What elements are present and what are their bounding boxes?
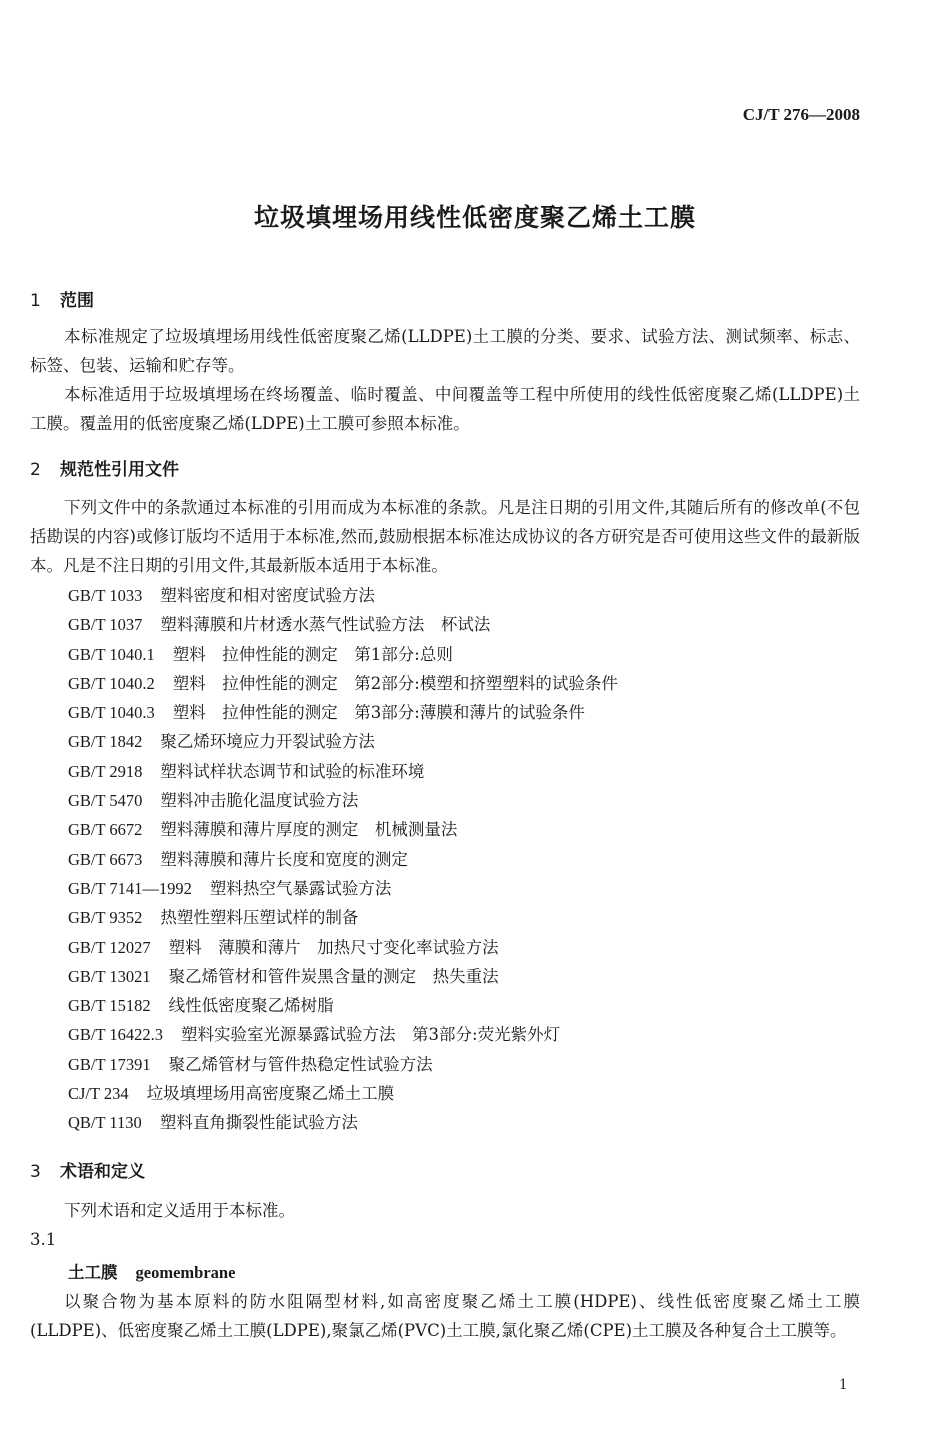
scope-paragraph-2: 本标准适用于垃圾填埋场在终场覆盖、临时覆盖、中间覆盖等工程中所使用的线性低密度聚乙烯(LLDPE)土工膜。覆盖用的低密度聚乙烯(LDPE)土工膜可参照本标准。 [30, 385, 860, 433]
reference-name: 塑料 拉伸性能的测定 第3部分:薄膜和薄片的试验条件 [172, 703, 585, 723]
page-number: 1 [839, 1376, 847, 1393]
reference-code: QB/T 1130 [68, 1113, 142, 1133]
reference-name: 塑料 拉伸性能的测定 第2部分:模塑和挤塑塑料的试验条件 [172, 673, 618, 693]
reference-item [68, 991, 618, 1020]
reference-code: GB/T 7141—1992 [68, 878, 192, 898]
reference-item [68, 727, 618, 756]
reference-code: GB/T 16422.3 [68, 1025, 164, 1045]
section-2-heading [30, 455, 179, 480]
reference-item [68, 669, 618, 698]
term-definition: 以聚合物为基本原料的防水阻隔型材料,如高密度聚乙烯土工膜(HDPE)、线性低密度聚乙烯土工膜(LLDPE)、低密度聚乙烯土工膜(LDPE),聚氯乙烯(PVC)土工膜,氯化聚乙烯(CPE)土工膜及各种复合土工膜等。 [30, 1292, 860, 1340]
reference-item [68, 815, 618, 844]
reference-item [68, 903, 618, 932]
reference-code: GB/T 1040.3 [68, 703, 155, 723]
reference-name: 塑料热空气暴露试验方法 [209, 878, 392, 898]
reference-name: 塑料 拉伸性能的测定 第1部分:总则 [172, 644, 453, 664]
reference-item [68, 1079, 618, 1108]
reference-code: GB/T 9352 [68, 908, 143, 928]
section-number: 2 [30, 460, 41, 480]
reference-item [68, 1050, 618, 1079]
reference-name: 塑料冲击脆化温度试验方法 [160, 791, 359, 811]
reference-item [68, 1108, 618, 1137]
reference-item [68, 874, 618, 903]
reference-name: 塑料试样状态调节和试验的标准环境 [160, 761, 425, 781]
reference-name: 塑料实验室光源暴露试验方法 第3部分:荧光紫外灯 [181, 1025, 561, 1045]
reference-name: 垃圾填埋场用高密度聚乙烯土工膜 [146, 1084, 395, 1104]
reference-item [68, 640, 618, 669]
section-3-heading [30, 1157, 145, 1182]
reference-name: 塑料 薄膜和薄片 加热尺寸变化率试验方法 [168, 937, 499, 957]
reference-item [68, 698, 618, 727]
reference-item [68, 845, 618, 874]
reference-item [68, 610, 618, 639]
term-zh: 土工膜 [68, 1263, 118, 1282]
reference-name: 塑料薄膜和薄片厚度的测定 机械测量法 [160, 820, 458, 840]
reference-code: GB/T 1033 [68, 586, 143, 605]
reference-code: GB/T 2918 [68, 761, 143, 781]
reference-code: GB/T 17391 [68, 1054, 151, 1074]
terms-intro: 下列术语和定义适用于本标准。 [64, 1201, 295, 1220]
document-title: 垃圾填埋场用线性低密度聚乙烯土工膜 [253, 203, 696, 232]
reference-code: GB/T 6673 [68, 849, 143, 869]
reference-code: GB/T 1842 [68, 732, 143, 752]
reference-item [68, 786, 618, 815]
reference-code: GB/T 13021 [68, 966, 151, 986]
term-entry [68, 1259, 235, 1283]
reference-code: GB/T 15182 [68, 996, 151, 1016]
reference-name: 塑料直角撕裂性能试验方法 [159, 1113, 358, 1133]
section-number: 1 [30, 291, 41, 311]
reference-name: 热塑性塑料压塑试样的制备 [160, 908, 359, 928]
section-title: 范围 [60, 291, 94, 311]
clause-number: 3.1 [30, 1230, 57, 1249]
normative-intro: 下列文件中的条款通过本标准的引用而成为本标准的条款。凡是注日期的引用文件,其随后所有的修改单(不包括勘误的内容)或修订版均不适用于本标准,然而,鼓励根据本标准达成协议的各方研究是否可使用这些文件的最新版本。凡是不注日期的引用文件,其最新版本适用于本标准。 [30, 498, 860, 575]
standard-code: CJ/T 276—2008 [742, 105, 860, 124]
reference-code: GB/T 6672 [68, 820, 143, 840]
reference-code: GB/T 1040.1 [68, 644, 155, 664]
scope-paragraph-1: 本标准规定了垃圾填埋场用线性低密度聚乙烯(LLDPE)土工膜的分类、要求、试验方法、测试频率、标志、标签、包装、运输和贮存等。 [30, 327, 860, 375]
reference-item [68, 757, 618, 786]
reference-code: CJ/T 234 [68, 1084, 129, 1104]
reference-code: GB/T 1040.2 [68, 673, 155, 693]
reference-item [68, 962, 618, 991]
section-title: 规范性引用文件 [60, 460, 179, 480]
reference-item [68, 933, 618, 962]
reference-list [68, 581, 618, 1138]
reference-name: 塑料薄膜和片材透水蒸气性试验方法 杯试法 [160, 615, 491, 635]
reference-name: 聚乙烯环境应力开裂试验方法 [160, 732, 375, 752]
reference-code: GB/T 5470 [68, 791, 143, 811]
section-number: 3 [30, 1162, 41, 1182]
term-en: geomembrane [135, 1263, 236, 1282]
reference-name: 塑料薄膜和薄片长度和宽度的测定 [160, 849, 408, 869]
reference-name: 线性低密度聚乙烯树脂 [168, 996, 334, 1016]
reference-name: 塑料密度和相对密度试验方法 [160, 586, 375, 605]
reference-name: 聚乙烯管材和管件炭黑含量的测定 热失重法 [168, 966, 499, 986]
reference-name: 聚乙烯管材与管件热稳定性试验方法 [168, 1054, 433, 1074]
reference-code: GB/T 1037 [68, 615, 143, 635]
reference-code: GB/T 12027 [68, 937, 151, 957]
reference-item [68, 1020, 618, 1049]
reference-item [68, 581, 618, 610]
section-title: 术语和定义 [60, 1162, 145, 1182]
section-1-heading [30, 286, 94, 311]
